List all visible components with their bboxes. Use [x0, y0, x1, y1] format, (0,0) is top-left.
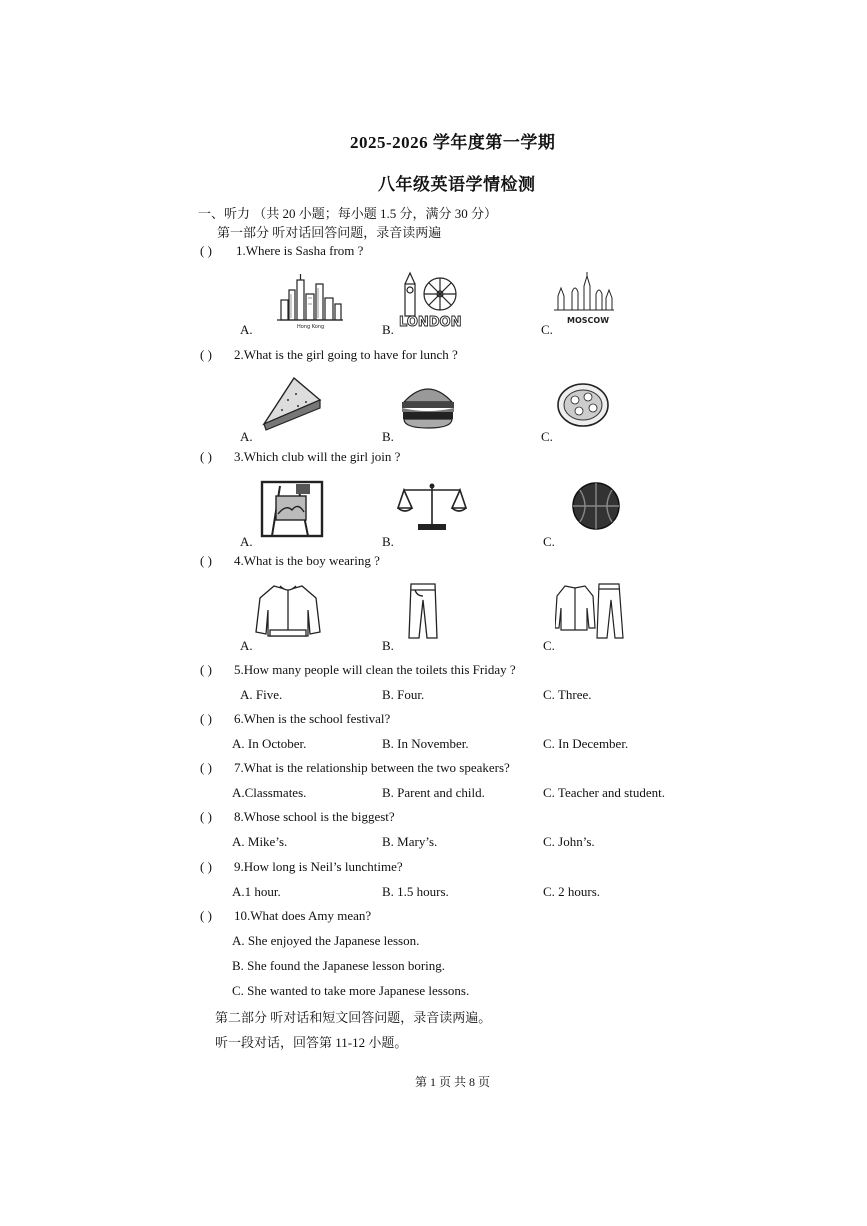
answer-paren: ( ): [200, 243, 212, 258]
painting-easel-icon: [258, 478, 326, 540]
exam-title: 八年级英语学情检测: [378, 175, 536, 194]
option-a: A.Classmates.: [232, 785, 307, 800]
london-big-ben-icon: [393, 270, 463, 330]
option-c: C. In December.: [543, 736, 629, 751]
option-b: B. Four.: [382, 687, 425, 702]
option-b-label: B.: [382, 534, 394, 549]
jacket-icon: [254, 580, 322, 640]
option-b-label: B.: [382, 322, 394, 337]
question-4: 4.What is the boy wearing ?: [234, 553, 380, 568]
question-1: 1.Where is Sasha from ?: [236, 243, 364, 258]
option-c: C. Three.: [543, 687, 592, 702]
option-c-label: C.: [543, 638, 555, 653]
option-a-label: A.: [240, 322, 253, 337]
caption-hong-kong: Hong Kong: [297, 324, 325, 330]
option-b-label: B.: [382, 429, 394, 444]
option-c: C. John’s.: [543, 834, 595, 849]
question-8: 8.Whose school is the biggest?: [234, 809, 395, 824]
pizza-icon: [555, 380, 611, 430]
question-9: 9.How long is Neil’s lunchtime?: [234, 859, 403, 874]
section-heading: 一、听力 （共 20 小题；每小题 1.5 分，满分 30 分）: [198, 206, 498, 221]
option-a: A. She enjoyed the Japanese lesson.: [232, 933, 420, 948]
answer-paren: ( ): [200, 809, 212, 824]
option-c: C. 2 hours.: [543, 884, 601, 899]
option-a: A. In October.: [232, 736, 307, 751]
moscow-kremlin-icon: [548, 270, 620, 330]
answer-paren: ( ): [200, 760, 212, 775]
question-7: 7.What is the relationship between the two speakers?: [234, 760, 510, 775]
option-b: B. Parent and child.: [382, 785, 485, 800]
hamburger-icon: [398, 380, 458, 432]
page-number: 第 1 页 共 8 页: [415, 1075, 491, 1089]
answer-paren: ( ): [200, 347, 212, 362]
option-c: C. Teacher and student.: [543, 785, 665, 800]
question-2: 2.What is the girl going to have for lunch ?: [234, 347, 458, 362]
hong-kong-skyline-icon: [275, 272, 345, 330]
jeans-icon: [405, 580, 441, 642]
answer-paren: ( ): [200, 908, 212, 923]
answer-paren: ( ): [200, 449, 212, 464]
option-b: B. In November.: [382, 736, 469, 751]
caption-london: LONDON: [399, 315, 462, 330]
option-b: B. 1.5 hours.: [382, 884, 449, 899]
year-title: 2025-2026 学年度第一学期: [350, 133, 556, 152]
option-a-label: A.: [240, 534, 253, 549]
answer-paren: ( ): [200, 553, 212, 568]
option-c: C. She wanted to take more Japanese lessons.: [232, 983, 470, 998]
answer-paren: ( ): [200, 859, 212, 874]
caption-moscow: MOSCOW: [567, 316, 610, 325]
sandwich-icon: [258, 374, 324, 434]
part1-heading: 第一部分 听对话回答问题，录音读两遍: [217, 225, 442, 240]
answer-paren: ( ): [200, 662, 212, 677]
option-a: A. Five.: [240, 687, 283, 702]
question-10: 10.What does Amy mean?: [234, 908, 372, 923]
option-a-label: A.: [240, 429, 253, 444]
balance-scale-icon: [396, 480, 468, 532]
question-3: 3.Which club will the girl join ?: [234, 449, 401, 464]
sportswear-icon: [555, 580, 627, 642]
part2-heading: 第二部分 听对话和短文回答问题，录音读两遍。: [215, 1010, 492, 1025]
option-b-label: B.: [382, 638, 394, 653]
option-b: B. She found the Japanese lesson boring.: [232, 958, 446, 973]
part2-instruction: 听一段对话，回答第 11-12 小题。: [215, 1035, 408, 1050]
option-c-label: C.: [543, 534, 555, 549]
answer-paren: ( ): [200, 711, 212, 726]
option-c-label: C.: [541, 429, 553, 444]
option-a: A. Mike’s.: [232, 834, 288, 849]
option-c-label: C.: [541, 322, 553, 337]
basketball-icon: [568, 480, 624, 532]
question-5: 5.How many people will clean the toilets this Friday ?: [234, 662, 516, 677]
question-6: 6.When is the school festival?: [234, 711, 391, 726]
option-b: B. Mary’s.: [382, 834, 438, 849]
option-a: A.1 hour.: [232, 884, 281, 899]
option-a-label: A.: [240, 638, 253, 653]
